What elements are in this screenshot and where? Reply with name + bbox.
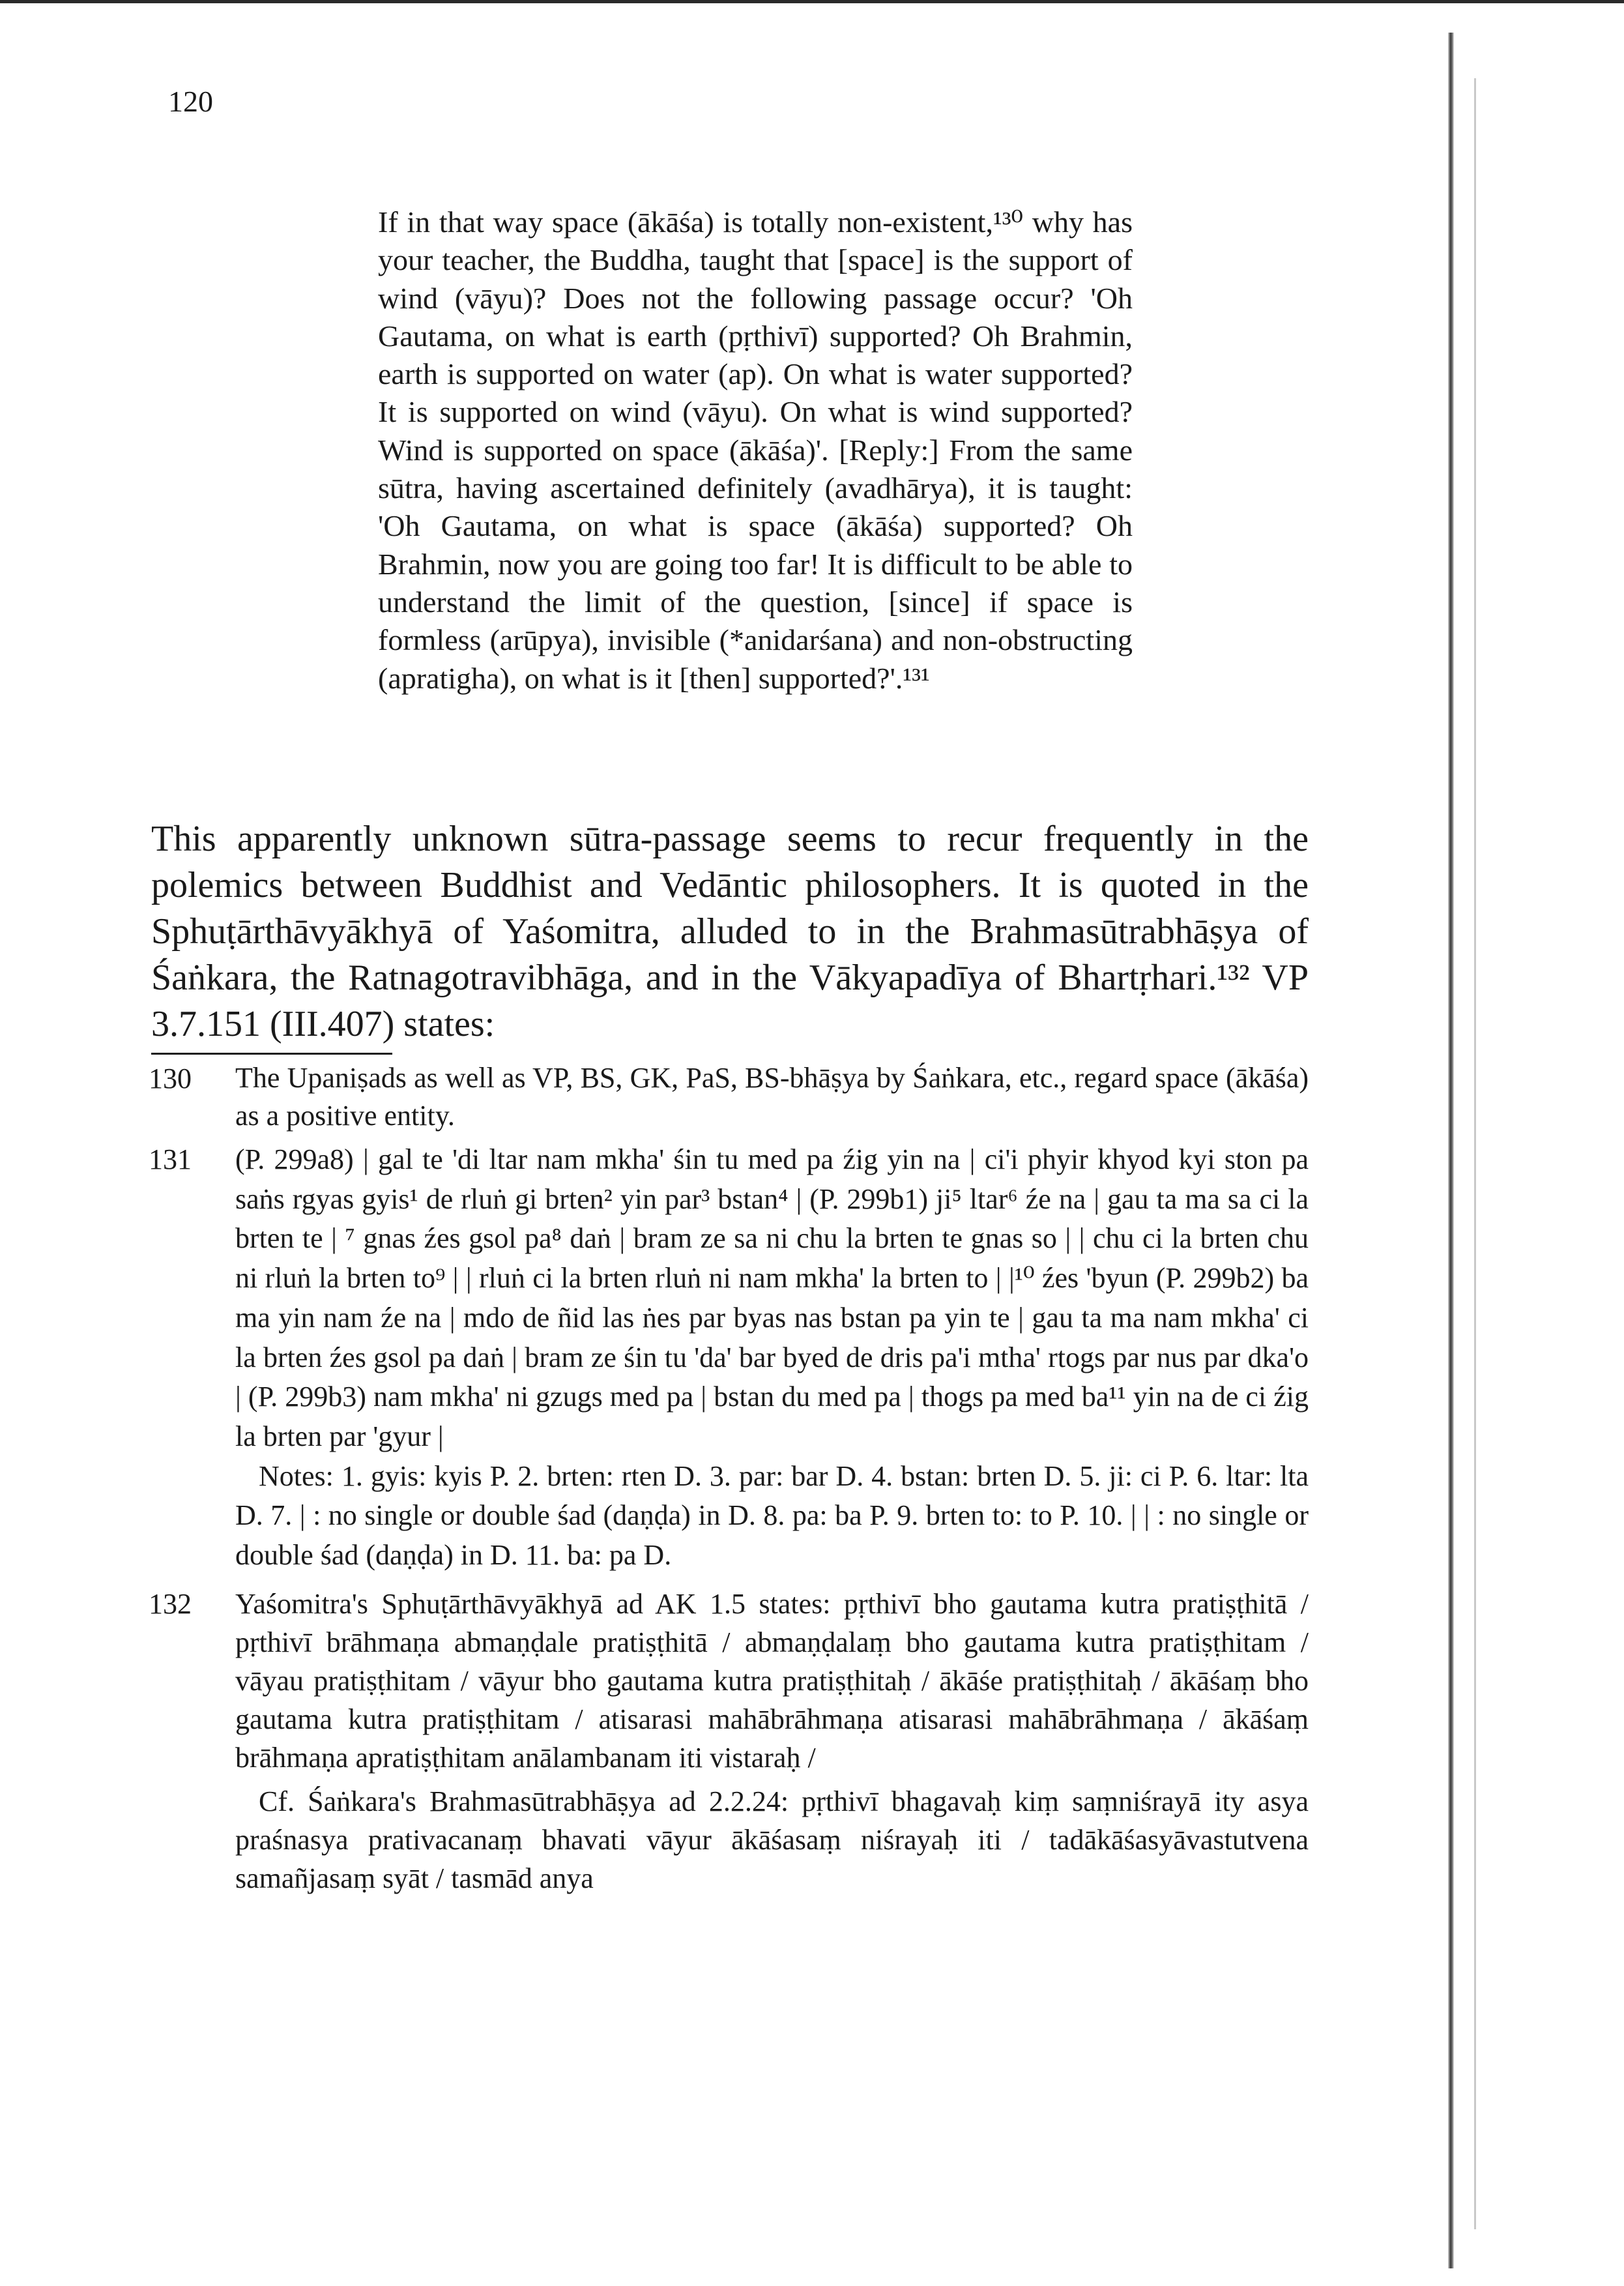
footnote-body [235,1585,1309,1898]
footnote-text: The Upaniṣads as well as VP, BS, GK, PaS, BS-bhāṣya by Śaṅkara, etc., regard space (ākāśa) as a positive entity. [235,1062,1309,1132]
footnotes [149,1059,1309,1898]
footnote-text: Yaśomitra's Sphuṭārthāvyākhyā ad AK 1.5 states: pṛthivī bho gautama kutra pratiṣṭhitā / pṛthivī brāhmaṇa abmaṇḍale pratiṣṭhitā / abmaṇḍalaṃ bho gautama kutra pratiṣṭhitam / vāyau pratiṣṭhitam / vāyur bho gautama kutra pratiṣṭhitaḥ / ākāśe pratiṣṭhitaḥ / ākāśaṃ bho gautama kutra pratiṣṭhitam / atisarasi mahābrāhmaṇa atisarasi mahābrāhmaṇa / ākāśaṃ brāhmaṇa apratiṣṭhitam anālambanam iti vistaraḥ / [235,1587,1309,1774]
footnote-130 [149,1059,1309,1135]
footnote-body [235,1059,1309,1135]
footnote-131 [149,1140,1309,1575]
footnote-cf: Cf. Śaṅkara's Brahmasūtrabhāṣya ad 2.2.24: pṛthivī bhagavaḥ kiṃ saṃniśrayā ity asya praśnasya prativacanaṃ bhavati vāyur ākāśasaṃ niśrayaḥ iti / tadākāśasyāvastutvena samañjasaṃ syāt / tasmād anya [235,1785,1309,1894]
scan-binding-edge [1448,33,1454,2268]
footnote-number: 131 [149,1143,192,1175]
block-quote [378,203,1133,697]
footnote-132 [149,1585,1309,1898]
footnote-text: (P. 299a8) | gal te 'di ltar nam mkha' śin tu med pa źig yin na | ci'i phyir khyod kyi ston pa saṅs rgyas gyis¹ de rluṅ gi brten² yin par³ bstan⁴ | (P. 299b1) ji⁵ ltar⁶ źe na | gau ta ma sa ci la brten te | ⁷ gnas źes gsol pa⁸ daṅ | bram ze sa ni chu la brten te gnas so | | chu ci la brten chu ni rluṅ la brten to⁹ | | rluṅ ci la brten rluṅ ni nam mkha' la brten to | |¹⁰ źes 'byun (P. 299b2) ba ma yin nam źe na | mdo de ñid las ṅes par byas nas bstan pa yin te | gau ta ma nam mkha' ci la brten źes gsol pa daṅ | bram ze śin tu 'da' bar byed de dris pa'i mtha' rtogs par nus par dka'o | (P. 299b3) nam mkha' ni gzugs med pa | bstan du med pa | thogs pa med ba¹¹ yin na de ci źig la brten par 'gyur | [235,1143,1309,1452]
footnote-notes: Notes: 1. gyis: kyis P. 2. brten: rten D. 3. par: bar D. 4. bstan: brten D. 5. ji: ci P. 6. ltar: lta D. 7. | : no single or double śad (daṇḍa) in D. 8. pa: ba P. 9. brten to: to P. 10. | | : no single or double śad (daṇḍa) in D. 11. ba: pa D. [235,1459,1309,1572]
footnote-number: 132 [149,1587,192,1620]
scan-top-edge [0,0,1624,3]
block-quote-text: If in that way space (ākāśa) is totally non-existent,¹³⁰ why has your teacher, the Buddha, taught that [space] is the support of wind (vāyu)? Does not the following passage occur? 'Oh Gautama, on what is earth (pṛthivī) supported? Oh Brahmin, earth is supported on water (ap). On what is water supported? It is supported on wind (vāyu). On what is wind supported? Wind is supported on space (ākāśa)'. [Reply:] From the same sūtra, having ascertained definitely (avadhārya), it is taught: 'Oh Gautama, on what is space (ākāśa) supported? Oh Brahmin, now you are going too far! It is difficult to be able to understand the limit of the question, [since] if space is formless (arūpya), invisible (*anidarśana) and non-obstructing (apratigha), on what is it [then] supported?'.¹³¹ [378,205,1133,695]
page-number: 120 [168,85,213,118]
scan-page-edge [1474,78,1476,2229]
footnote-separator [151,1053,392,1055]
footnote-number: 130 [149,1062,192,1094]
body-paragraph: This apparently unknown sūtra-passage seems to recur frequently in the polemics between Buddhist and Vedāntic philosophers. It is quoted in the Sphuṭārthāvyākhyā of Yaśomitra, alluded to in the Brahmasūtrabhāṣya of Śaṅkara, the Ratnagotravibhāga, and in the Vākyapadīya of Bhartṛhari.¹³² VP 3.7.151 (III.407) states: [151,819,1309,1044]
footnote-body [235,1140,1309,1575]
